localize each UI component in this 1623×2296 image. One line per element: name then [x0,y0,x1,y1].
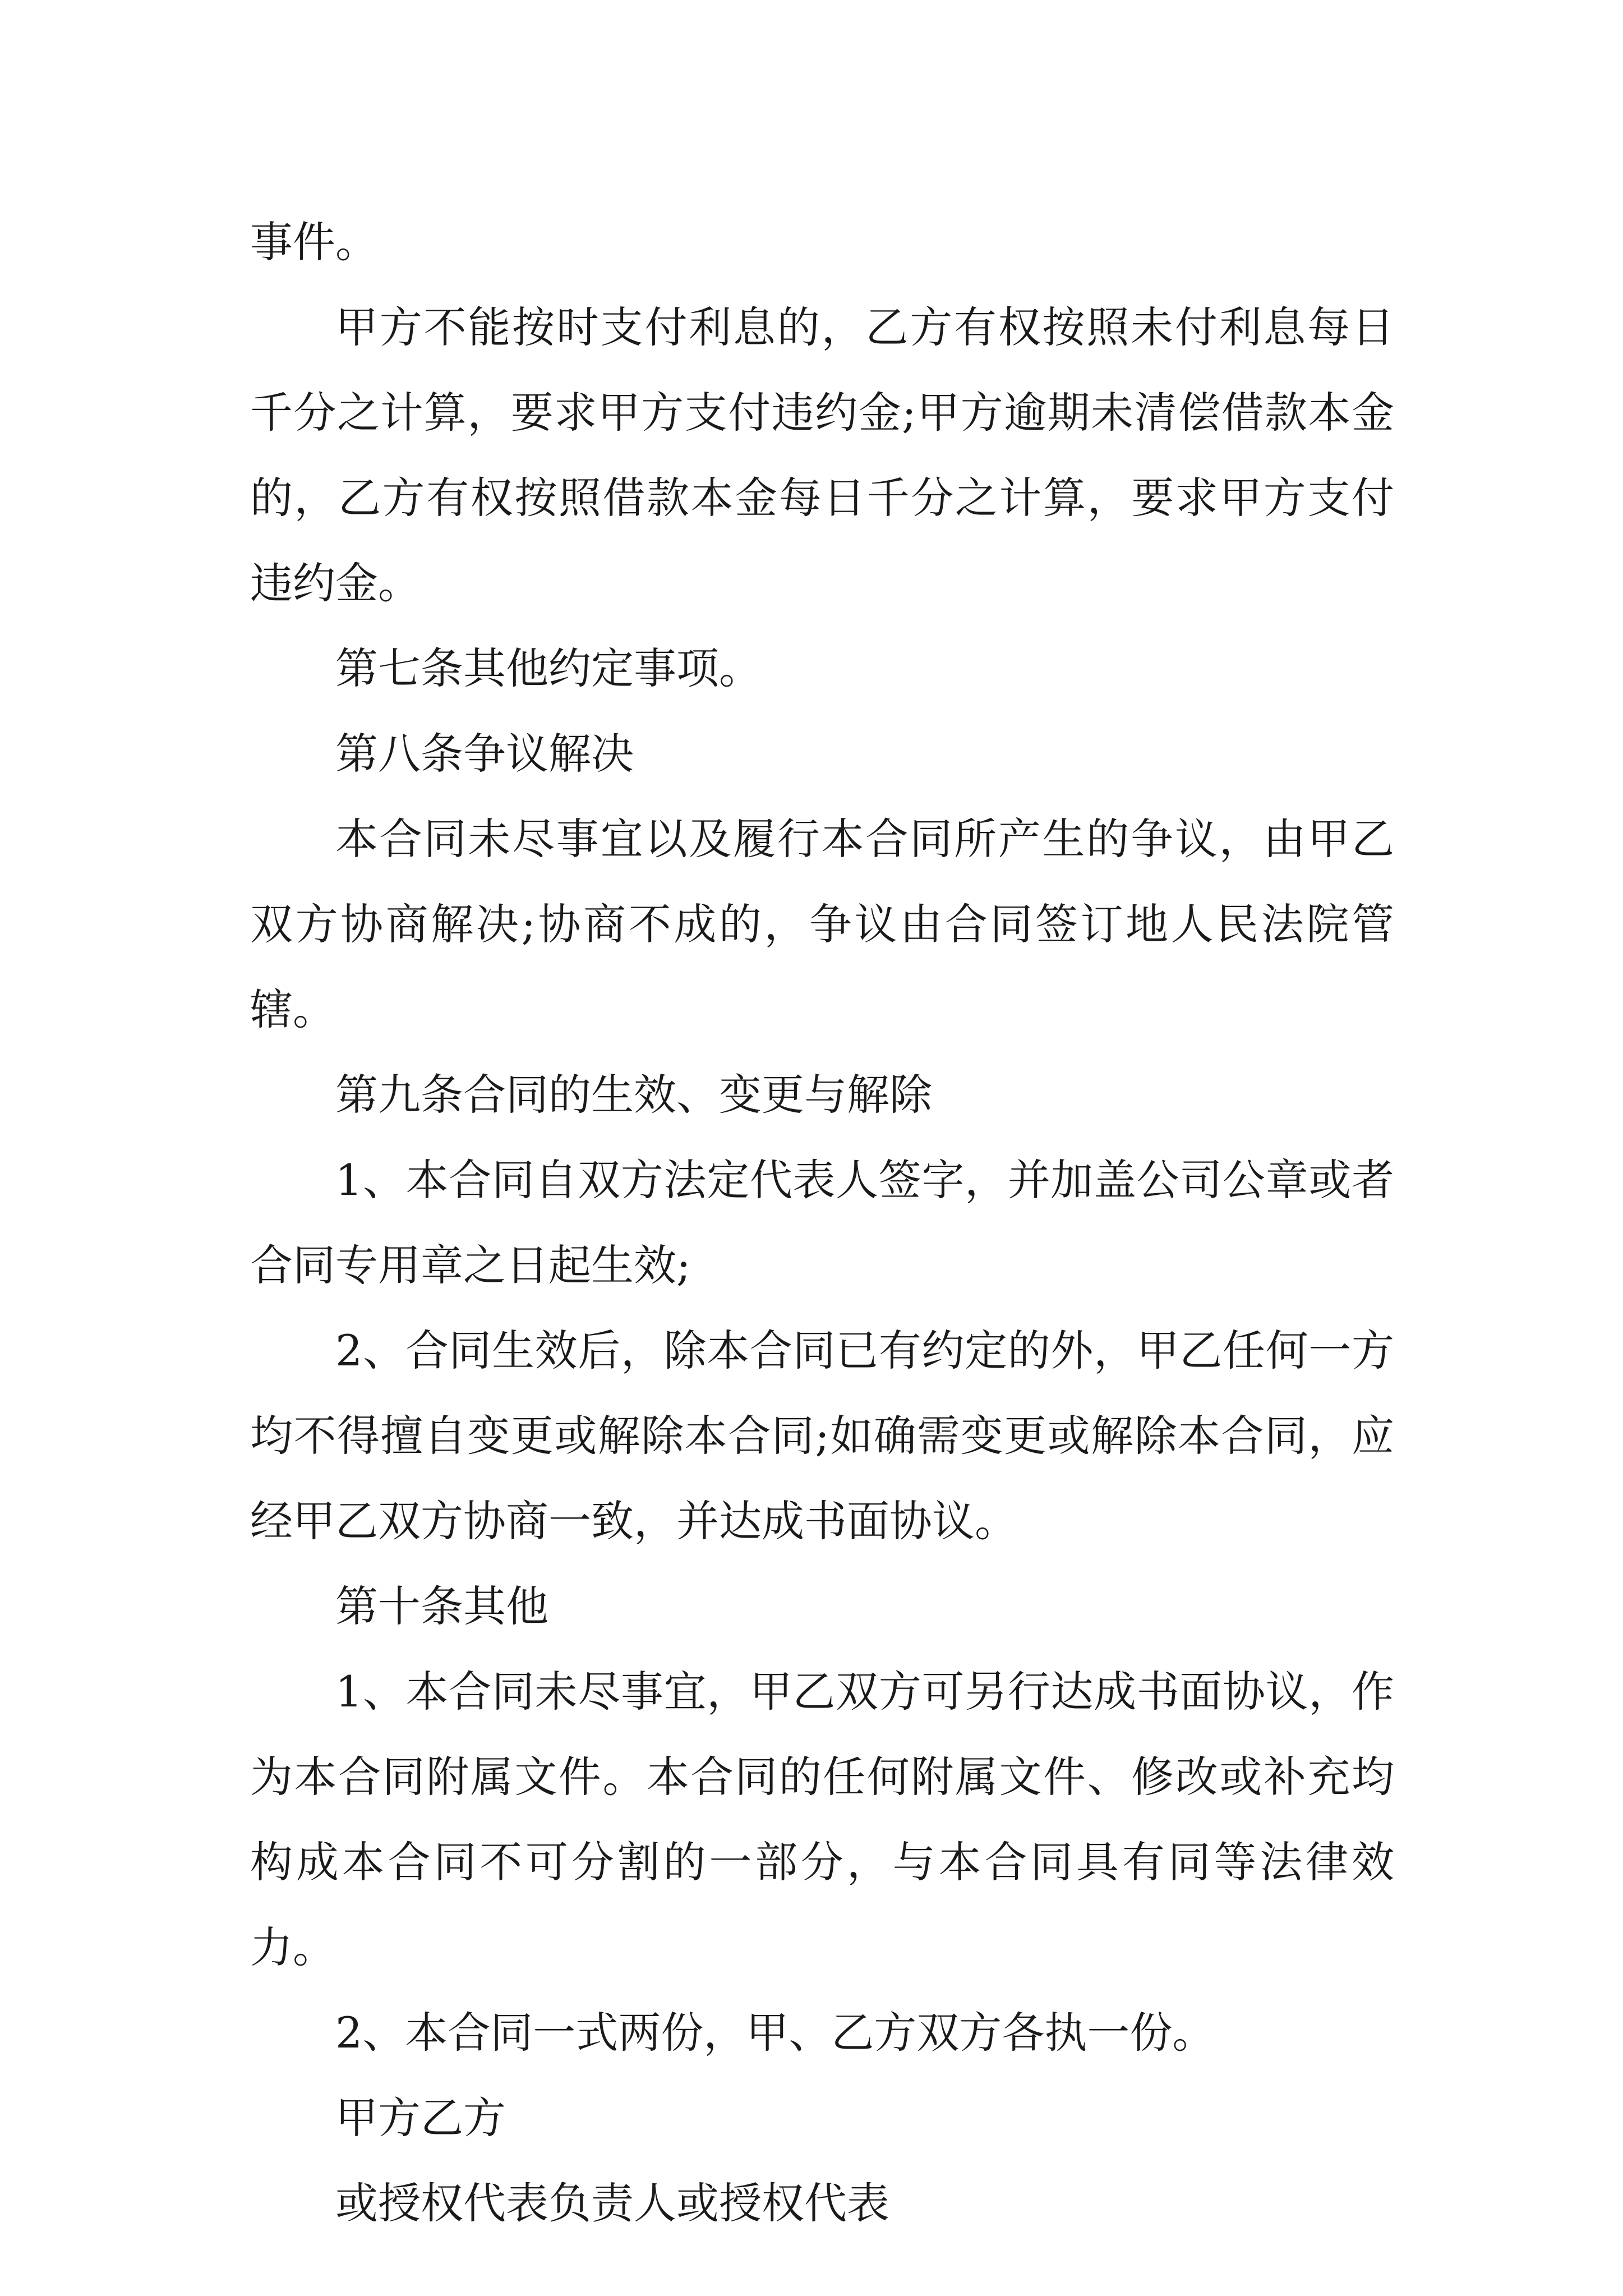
paragraph-late-interest-penalty: 甲方不能按时支付利息的，乙方有权按照未付利息每日千分之计算，要求甲方支付违约金;甲方逾期未清偿借款本金的，乙方有权按照借款本金每日千分之计算，要求甲方支付违约金。 [250,302,1394,608]
paragraph-continuation: 事件。 [250,217,378,267]
paragraph-article-9-item-1: 1、本合同自双方法定代表人签字，并加盖公司公章或者合同专用章之日起生效; [250,1155,1394,1290]
signature-representatives-line: 或授权代表负责人或授权代表 [335,2178,889,2228]
paragraph-dispute-resolution: 本合同未尽事宜以及履行本合同所产生的争议，由甲乙双方协商解决;协商不成的，争议由合同签订地人民法院管辖。 [250,814,1394,1034]
heading-article-7: 第七条其他约定事项。 [335,643,762,693]
heading-article-10: 第十条其他 [335,1581,548,1631]
paragraph-article-10-item-2: 2、本合同一式两份，甲、乙方双方各执一份。 [335,2008,1215,2058]
paragraph-article-9-item-2: 2、合同生效后，除本合同已有约定的外，甲乙任何一方均不得擅自变更或解除本合同;如确需变更或解除本合同，应经甲乙双方协商一致，并达成书面协议。 [250,1326,1394,1546]
signature-parties-line: 甲方乙方 [335,2093,506,2143]
paragraph-article-10-item-1: 1、本合同未尽事宜，甲乙双方可另行达成书面协议，作为本合同附属文件。本合同的任何附属文件、修改或补充均构成本合同不可分割的一部分，与本合同具有同等法律效力。 [250,1667,1394,1972]
heading-article-8: 第八条争议解决 [335,729,634,779]
document-body [250,200,1394,2246]
heading-article-9: 第九条合同的生效、变更与解除 [335,1070,932,1120]
